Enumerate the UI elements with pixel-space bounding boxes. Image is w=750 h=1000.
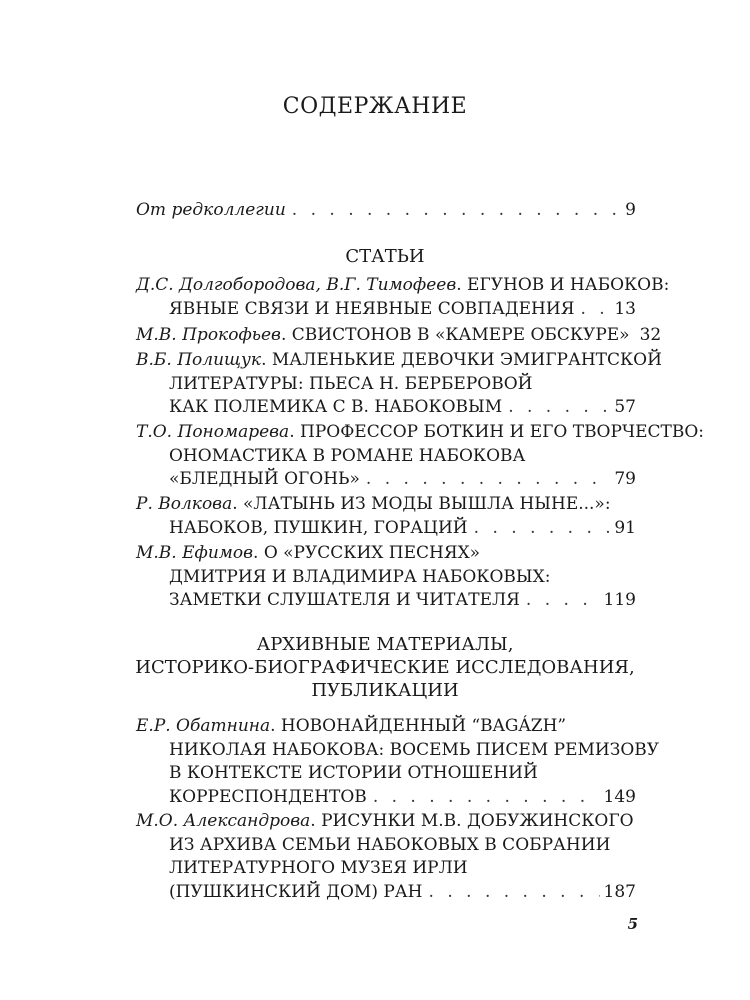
entry-title-line: ЛИТЕРАТУРЫ: ПЬЕСА Н. БЕРБЕРОВОЙ — [169, 373, 533, 394]
entry-title-line: ИЗ АРХИВА СЕМЬИ НАБОКОВЫХ В СОБРАНИИ — [169, 834, 611, 855]
page-number: 149 — [603, 786, 636, 807]
page-number: 32 — [639, 325, 662, 345]
section-heading-line: АРХИВНЫЕ МАТЕРИАЛЫ, — [256, 634, 514, 655]
entry-label: От редколлегии — [136, 200, 286, 220]
toc-entry: М.О. Александрова. РИСУНКИ М.В. ДОБУЖИНСКОГО ИЗ АРХИВА СЕМЬИ НАБОКОВЫХ В СОБРАНИИ ЛИТЕРАТУРНОГО МУЗЕЯ ИРЛИ (ПУШКИНСКИЙ ДОМ) РАН . . . 187 — [136, 810, 636, 904]
toc-entry: Д.С. Долгобородова, В.Г. Тимофеев. ЕГУНОВ И НАБОКОВ: ЯВНЫЕ СВЯЗИ И НЕЯВНЫЕ СОВПАДЕНИЯ . . . 13 — [136, 274, 636, 321]
entry-author: Т.О. Пономарева — [136, 422, 290, 442]
entry-title-line: ЗАМЕТКИ СЛУШАТЕЛЯ И ЧИТАТЕЛЯ — [169, 590, 520, 610]
entry-title-line: НОВОНАЙДЕННЫЙ “BAGÁZH” — [280, 716, 567, 736]
entry-author: В.Б. Полищук — [136, 350, 262, 370]
dot-leader — [366, 468, 610, 492]
entry-author: М.О. Александрова — [136, 811, 311, 831]
entry-author: Р. Волкова — [136, 494, 233, 514]
toc-entry-intro — [136, 199, 636, 223]
entry-author: Д.С. Долгобородова, В.Г. Тимофеев — [136, 275, 457, 295]
dot-leader — [292, 199, 621, 223]
entry-title-line: О «РУССКИХ ПЕСНЯХ» — [263, 543, 481, 563]
page-number: 91 — [614, 517, 636, 538]
dot-leader — [373, 786, 600, 810]
toc-entry: В.Б. Полищук. МАЛЕНЬКИЕ ДЕВОЧКИ ЭМИГРАНТСКОЙ ЛИТЕРАТУРЫ: ПЬЕСА Н. БЕРБЕРОВОЙ КАК ПОЛЕМИКА С В. НАБОКОВЫМ . . . 57 — [136, 349, 636, 420]
section-heading-line: ПУБЛИКАЦИИ — [311, 680, 459, 701]
entry-title-line: НАБОКОВ, ПУШКИН, ГОРАЦИЙ — [169, 517, 468, 538]
toc-entry: М.В. Прокофьев. СВИСТОНОВ В «КАМЕРЕ ОБСКУРЕ» 32 — [136, 324, 636, 348]
page-title: СОДЕРЖАНИЕ — [282, 94, 468, 119]
entry-author: М.В. Ефимов — [136, 543, 253, 563]
entry-author: Е.Р. Обатнина — [136, 716, 271, 736]
toc-entry: М.В. Ефимов. О «РУССКИХ ПЕСНЯХ» ДМИТРИЯ И ВЛАДИМИРА НАБОКОВЫХ: ЗАМЕТКИ СЛУШАТЕЛЯ И ЧИТАТЕЛЯ . . . 119 — [136, 542, 636, 613]
page-number: 9 — [625, 200, 636, 220]
toc-entry: Е.Р. Обатнина. НОВОНАЙДЕННЫЙ “BAGÁZH” НИКОЛАЯ НАБОКОВА: ВОСЕМЬ ПИСЕМ РЕМИЗОВУ В КОНТЕКСТЕ ИСТОРИИ ОТНОШЕНИЙ КОРРЕСПОНДЕНТОВ . . . 149 — [136, 715, 636, 809]
entry-title-line: РИСУНКИ М.В. ДОБУЖИНСКОГО — [321, 811, 634, 831]
toc-entry: Т.О. Пономарева. ПРОФЕССОР БОТКИН И ЕГО ТВОРЧЕСТВО: ОНОМАСТИКА В РОМАНЕ НАБОКОВА «БЛЕДНЫЙ ОГОНЬ» . . . 79 — [136, 421, 636, 492]
entry-author: М.В. Прокофьев — [136, 325, 281, 345]
section-heading-line: ИСТОРИКО-БИОГРАФИЧЕСКИЕ ИССЛЕДОВАНИЯ, — [135, 657, 635, 678]
entry-title-line: ОНОМАСТИКА В РОМАНЕ НАБОКОВА — [169, 445, 526, 466]
entry-title-line: КАК ПОЛЕМИКА С В. НАБОКОВЫМ — [169, 397, 503, 417]
entry-title-line: ЕГУНОВ И НАБОКОВ: — [467, 275, 670, 295]
page-number: 187 — [603, 881, 636, 902]
section-heading-articles: СТАТЬИ — [345, 246, 425, 267]
entry-title-line: «БЛЕДНЫЙ ОГОНЬ» — [169, 469, 360, 489]
dot-leader — [429, 881, 600, 905]
entry-title-line: НИКОЛАЯ НАБОКОВА: ВОСЕМЬ ПИСЕМ РЕМИЗОВУ — [169, 739, 660, 760]
entry-title-line: МАЛЕНЬКИЕ ДЕВОЧКИ ЭМИГРАНТСКОЙ — [271, 350, 662, 370]
dot-leader — [580, 298, 610, 322]
page-number: 119 — [603, 590, 636, 610]
page-number: 79 — [614, 469, 636, 489]
page-number: 13 — [614, 298, 636, 319]
entry-title-line: ЛИТЕРАТУРНОГО МУЗЕЯ ИРЛИ — [169, 858, 468, 878]
dot-leader — [508, 396, 610, 420]
dot-leader — [474, 517, 611, 541]
toc-entry: Р. Волкова. «ЛАТЫНЬ ИЗ МОДЫ ВЫШЛА НЫНЕ...»: НАБОКОВ, ПУШКИН, ГОРАЦИЙ . . . 91 — [136, 493, 636, 540]
entry-title-line: КОРРЕСПОНДЕНТОВ — [169, 786, 367, 807]
entry-title-line: ПРОФЕССОР БОТКИН И ЕГО ТВОРЧЕСТВО: — [300, 422, 704, 442]
page-number: 57 — [614, 397, 636, 417]
entry-title-line: (ПУШКИНСКИЙ ДОМ) РАН — [169, 881, 423, 902]
dot-leader — [526, 589, 600, 613]
section-heading-archives — [135, 633, 635, 702]
entry-title-line: В КОНТЕКСТЕ ИСТОРИИ ОТНОШЕНИЙ — [169, 763, 538, 783]
entry-title-line: ЯВНЫЕ СВЯЗИ И НЕЯВНЫЕ СОВПАДЕНИЯ — [169, 298, 575, 319]
folio-page-number: 5 — [627, 915, 638, 933]
entry-title-line: «ЛАТЫНЬ ИЗ МОДЫ ВЫШЛА НЫНЕ...»: — [243, 494, 611, 514]
entry-title-line: СВИСТОНОВ В «КАМЕРЕ ОБСКУРЕ» — [291, 325, 630, 345]
entry-title-line: ДМИТРИЯ И ВЛАДИМИРА НАБОКОВЫХ: — [169, 566, 551, 587]
